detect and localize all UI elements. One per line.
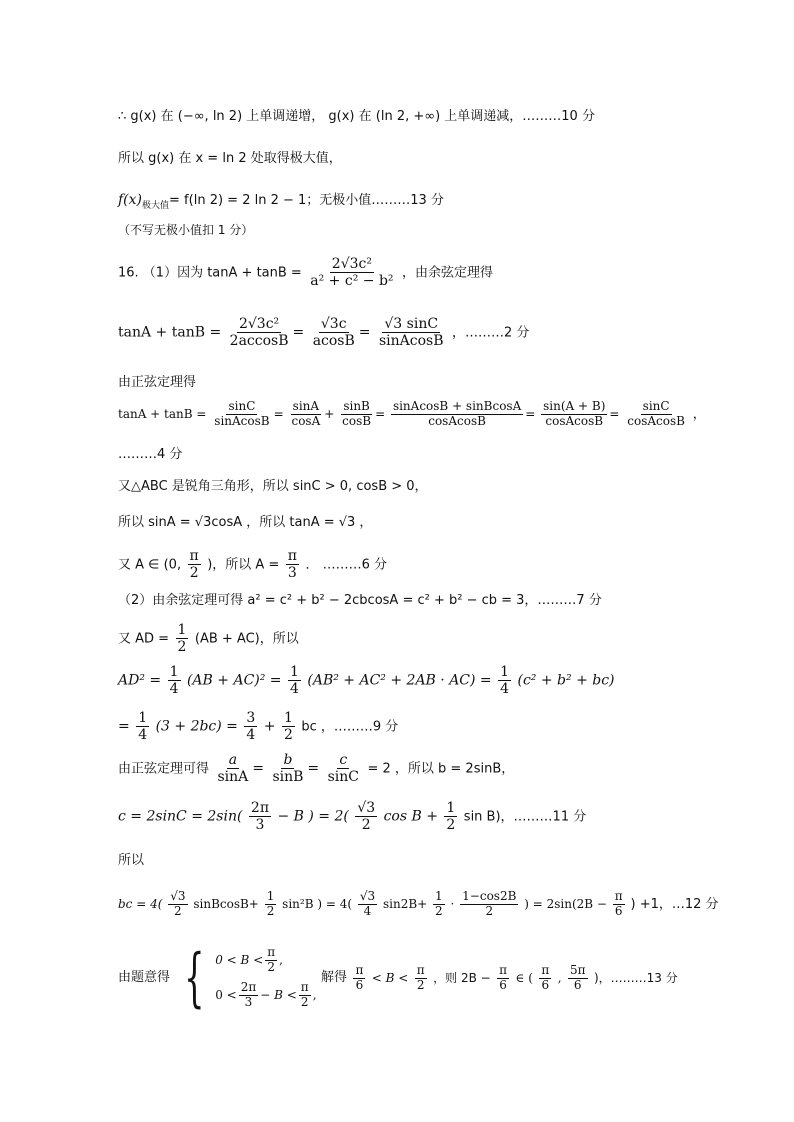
ad-result-frac-3 <box>282 710 295 743</box>
left-brace-icon: { <box>184 941 206 1015</box>
line-tan-sum-1: tanA + tanB = $\frac{\text{2√3c²}}{2accosB}$ = $\frac{√3c}{acosB}$ = $\frac{√3 \sin C}{\text{sinAcosB}}$ ，………2 分 <box>118 316 530 350</box>
bc-mid1: sinBcosB+ <box>193 896 259 911</box>
c-frac-1-den: 3 <box>255 817 265 834</box>
vector-ad-post: (AB + AC)，所以 <box>194 631 299 647</box>
range-frac-2-den: 2 <box>416 977 425 992</box>
ad-result-frac-2-den: 4 <box>246 727 256 744</box>
c-expr-post: sin B)，………11 分 <box>463 809 587 825</box>
c-frac-3-den: 2 <box>446 817 456 834</box>
c-expr-mid1: − B ) = 2( <box>277 808 349 825</box>
range-frac-5-den: 6 <box>573 977 582 992</box>
acute-triangle-text: 又△ABC 是锐角三角形，所以 sinC > 0, cosB > 0， <box>118 479 428 494</box>
range-mid2: < B < <box>371 970 409 985</box>
s-plus: + <box>324 406 335 421</box>
c-frac-3 <box>444 800 457 833</box>
range-frac-1-num: π <box>355 962 364 977</box>
angle-frac-2 <box>286 548 299 581</box>
ad-result-frac-1 <box>136 710 149 743</box>
ad-sq-pre: AD² = <box>118 672 162 689</box>
line-extreme-value <box>118 192 444 212</box>
angle-frac-1-num: π <box>189 548 199 564</box>
line-therefore <box>118 852 144 869</box>
case-2-frac-2-den: 2 <box>300 994 309 1009</box>
deduction-note: （不写无极小值扣 1 分） <box>118 223 254 237</box>
ad-sq-frac-2-num: 1 <box>290 664 299 680</box>
range-frac-1 <box>353 964 365 993</box>
angle-frac-1 <box>188 548 201 581</box>
sine-ratio-post: = 2 ，所以 b = 2sinB， <box>367 761 515 777</box>
bc-frac-2-den: 2 <box>266 903 275 918</box>
extreme-f-label: f(x) <box>118 192 143 208</box>
bc-frac-6-num: π <box>614 889 623 903</box>
sine-rule-text: 由正弦定理得 <box>118 375 197 390</box>
bc-frac-1-num: √3 <box>170 889 186 903</box>
s-frac-6 <box>625 400 687 429</box>
ratio-frac-a-num: a <box>228 752 238 768</box>
tan-sum-2-post: ， <box>692 406 706 422</box>
range-mid5: , <box>557 970 562 985</box>
q16-frac <box>308 256 395 289</box>
case-1 <box>215 946 316 975</box>
bc-frac-6-den: 6 <box>614 903 623 918</box>
tan-a-text: 所以 sinA = √3cosA ，所以 tanA = √3 ， <box>118 515 373 530</box>
therefore-text: 所以 <box>118 853 145 868</box>
ratio-frac-c-num: c <box>339 752 348 768</box>
line-bc-expression <box>118 890 719 919</box>
ad-sq-frac-3-den: 4 <box>500 681 510 698</box>
vector-ad-frac-num: 1 <box>177 622 187 638</box>
q16-intro: 16. （1）因为 tanA + tanB = <box>118 265 302 281</box>
cosine-rule-text: （2）由余弦定理可得 a² = c² + b² − 2cbcosA = c² + b² − cb = 3，………7 分 <box>118 593 602 608</box>
range-frac-1-den: 6 <box>355 977 364 992</box>
line-cosine-rule <box>118 592 602 609</box>
tan-frac-1 <box>228 316 291 349</box>
ad-sq-frac-1-num: 1 <box>169 664 179 680</box>
case-2-frac-1-den: 3 <box>244 994 253 1009</box>
ad-result-frac-1-num: 1 <box>138 710 148 726</box>
s-frac-2-num: sinA <box>292 399 320 413</box>
s-frac-4 <box>391 400 523 429</box>
line-angle-a <box>118 548 387 581</box>
ad-result-mid2: + <box>263 718 276 735</box>
ad-result-pre: = <box>118 718 130 735</box>
ad-sq-frac-1-den: 4 <box>169 681 179 698</box>
tan-frac-3-num: √3 sinC <box>384 316 439 332</box>
line-monotonic <box>118 108 595 125</box>
ad-sq-frac-2-den: 4 <box>290 681 299 698</box>
bc-mid3: sin2B+ <box>382 896 428 911</box>
s-frac-3 <box>340 400 373 429</box>
max-value-text: 所以 g(x) 在 x = ln 2 处取得极大值， <box>118 151 342 166</box>
s-frac-6-num: sinC <box>642 399 670 413</box>
range-frac-4-den: 6 <box>541 977 550 992</box>
line-range <box>118 941 678 1015</box>
ratio-frac-c <box>326 752 361 785</box>
range-post: )，………13 分 <box>593 970 678 985</box>
bc-frac-5 <box>460 890 518 919</box>
c-expr-mid2: cos B + <box>383 808 438 825</box>
sine-ratio-pre: 由正弦定理可得 <box>118 761 210 777</box>
ad-sq-post: (c² + b² + bc) <box>517 672 615 689</box>
line-ad-squared <box>118 664 615 697</box>
ad-sq-frac-3-num: 1 <box>500 664 510 680</box>
case-2-frac-2-num: π <box>300 980 309 994</box>
range-mid4: ∈ ( <box>515 970 533 985</box>
extreme-subscript: 极大值 <box>142 200 170 211</box>
ad-sq-frac-1 <box>168 664 181 697</box>
s-frac-4-num: sinAcosB + sinBcosA <box>392 399 522 413</box>
range-frac-3 <box>497 964 509 993</box>
line-tan-sum-2: tanA + tanB = $\frac{\sin C}{\text{sinAcosB}}$ = $\frac{\sin A}{\cos A}$ + $\frac{\sin B}{\cos B}$ = $\frac{\text{sinAcosB + sinBcosA}}{\text{cosAcosB}}$ = $\frac{\sin(A + B)}{\text{cosAcosB}}$ = $\frac{\sin C}{\text{cosAcosB}}$ ， <box>118 399 706 428</box>
q16-frac-num: 2√3c² <box>331 256 372 272</box>
ratio-frac-a-den: sinA <box>217 769 249 786</box>
angle-a-pre: 又 A ∈ (0, <box>118 557 182 573</box>
ad-result-mid1: (3 + 2bc) = <box>155 718 238 735</box>
angle-frac-2-den: 3 <box>287 565 297 582</box>
line-ad-result <box>118 710 398 743</box>
range-mid1: 解得 <box>320 970 347 986</box>
ad-result-frac-2 <box>244 710 257 743</box>
line-note <box>118 222 253 239</box>
tan-sum-1-post: ，………2 分 <box>451 325 530 341</box>
angle-a-post: ． ………6 分 <box>305 557 387 573</box>
ad-result-frac-1-den: 4 <box>138 727 148 744</box>
case-1-frac <box>265 946 277 975</box>
ratio-frac-a <box>215 752 250 785</box>
line-tan-a <box>118 514 372 531</box>
tan-frac-2-den: acosB <box>312 333 355 350</box>
line-score-4 <box>118 446 182 463</box>
line-max-value <box>118 150 342 167</box>
bc-frac-5-den: 2 <box>485 903 494 918</box>
s-frac-5 <box>541 400 607 429</box>
line-q16-start <box>118 256 493 289</box>
line-vector-ad <box>118 622 299 655</box>
range-frac-4 <box>539 964 551 993</box>
angle-a-mid: )，所以 A = <box>207 557 280 573</box>
tan-frac-2-num: √3c <box>320 316 347 332</box>
ratio-frac-b <box>270 752 305 785</box>
extreme-post-text: = f(ln 2) = 2 ln 2 − 1；无极小值………13 分 <box>169 193 444 208</box>
ad-sq-mid2: (AB² + AC² + 2AB · AC) = <box>307 672 492 689</box>
range-frac-2 <box>415 964 427 993</box>
c-expr-pre: c = 2sinC = 2sin( <box>118 808 243 825</box>
line-c-expression <box>118 800 586 833</box>
monotonic-text: ∴ g(x) 在 (−∞, ln 2) 上单调递增， g(x) 在 (ln 2, +∞) 上单调递减，………10 分 <box>118 109 595 124</box>
ad-result-post: bc ，………9 分 <box>301 719 399 735</box>
range-pre: 由题意得 <box>118 970 171 986</box>
case-1-post: , <box>279 953 283 968</box>
bc-frac-2-num: 1 <box>266 889 275 903</box>
range-mid3: ，则 2B − <box>433 970 491 985</box>
q16-frac-den: a² + c² − b² <box>310 273 394 290</box>
case-2-frac-1 <box>239 981 259 1010</box>
s-frac-2 <box>289 400 322 429</box>
s-frac-5-num: sin(A + B) <box>543 399 606 413</box>
line-sine-rule <box>118 374 196 391</box>
range-frac-5-num: 5π <box>569 962 586 977</box>
c-frac-2 <box>355 800 377 833</box>
vector-ad-frac <box>176 622 189 655</box>
case-1-pre: 0 < B < <box>215 953 264 968</box>
case-1-frac-den: 2 <box>267 960 275 975</box>
system-brace <box>174 941 317 1015</box>
range-frac-2-num: π <box>416 962 425 977</box>
ad-sq-frac-2 <box>288 664 301 697</box>
tan-frac-1-den: 2accosB <box>229 333 289 350</box>
s-frac-2-den: cosA <box>291 413 321 428</box>
bc-frac-3-num: √3 <box>359 889 376 903</box>
ad-result-frac-3-num: 1 <box>283 710 293 726</box>
case-2-pre: 0 < <box>215 987 237 1002</box>
ratio-frac-b-den: sinB <box>272 769 304 786</box>
tan-frac-3-den: sinAcosB <box>378 333 444 350</box>
ad-result-frac-3-den: 2 <box>283 727 293 744</box>
range-frac-3-num: π <box>499 962 508 977</box>
bc-frac-4-num: 1 <box>435 889 443 903</box>
case-1-frac-num: π <box>267 945 276 960</box>
c-frac-3-num: 1 <box>446 800 456 816</box>
ratio-frac-b-num: b <box>283 752 293 768</box>
case-2-frac-1-num: 2π <box>240 980 257 994</box>
bc-pre: bc = 4( <box>118 896 163 911</box>
ad-sq-mid1: (AB + AC)² = <box>186 672 282 689</box>
c-frac-1 <box>249 800 271 833</box>
tan-frac-1-num: 2√3c² <box>238 316 280 332</box>
s-frac-3-num: sinB <box>343 399 370 413</box>
range-frac-4-num: π <box>541 962 550 977</box>
s-frac-1-num: sinC <box>228 399 256 413</box>
tan-sum-lhs: tanA + tanB = <box>118 324 222 341</box>
vector-ad-frac-den: 2 <box>177 639 187 656</box>
angle-frac-1-den: 2 <box>189 565 199 582</box>
tan-frac-3 <box>377 316 446 349</box>
q16-post: ，由余弦定理得 <box>401 265 493 281</box>
s-frac-5-den: cosAcosB <box>545 413 604 428</box>
tan-frac-2 <box>311 316 357 349</box>
range-frac-5 <box>568 964 588 993</box>
bc-frac-2 <box>265 890 277 919</box>
c-frac-1-num: 2π <box>250 800 270 816</box>
case-2-mid: − B < <box>260 987 297 1002</box>
ratio-frac-c-den: sinC <box>327 769 359 786</box>
bc-frac-1-den: 2 <box>174 903 182 918</box>
angle-frac-2-num: π <box>287 548 297 564</box>
bc-mid4: · <box>450 896 455 911</box>
bc-post: ) +1，…12 分 <box>630 896 719 912</box>
s-frac-3-den: cosB <box>342 413 372 428</box>
bc-frac-4-den: 2 <box>435 903 443 918</box>
score-4-text: ………4 分 <box>118 447 183 462</box>
s-frac-1 <box>212 400 271 429</box>
case-2-post: , <box>312 987 317 1002</box>
case-2 <box>215 981 316 1010</box>
bc-frac-4 <box>433 890 445 919</box>
range-frac-3-den: 6 <box>499 977 507 992</box>
vector-ad-pre: 又 AD = <box>118 631 170 647</box>
bc-frac-1 <box>168 890 187 919</box>
line-acute-triangle <box>118 478 428 495</box>
bc-frac-3-den: 4 <box>363 903 372 918</box>
inequality-cases <box>215 946 316 1009</box>
case-2-frac-2 <box>299 981 311 1010</box>
tan-sum-2-lhs: tanA + tanB = <box>118 406 207 421</box>
c-frac-2-num: √3 <box>357 800 376 816</box>
bc-frac-3 <box>358 890 377 919</box>
bc-mid2: sin²B ) = 4( <box>282 896 353 911</box>
ad-sq-frac-3 <box>498 664 511 697</box>
s-frac-1-den: sinAcosB <box>214 413 270 428</box>
s-frac-6-den: cosAcosB <box>627 413 685 428</box>
bc-mid5: ) = 2sin(2B − <box>524 896 607 911</box>
s-frac-4-den: cosAcosB <box>428 413 486 428</box>
bc-frac-5-num: 1−cos2B <box>462 889 517 903</box>
c-frac-2-den: 2 <box>361 817 371 834</box>
line-sine-ratio: 由正弦定理可得 $\frac{a}{\sin A}$ = $\frac{b}{\sin B}$ = $\frac{c}{\sin C}$ = 2 ，所以 b = 2sinB， <box>118 752 515 786</box>
bc-frac-6 <box>613 890 625 919</box>
ad-result-frac-2-num: 3 <box>246 710 256 726</box>
